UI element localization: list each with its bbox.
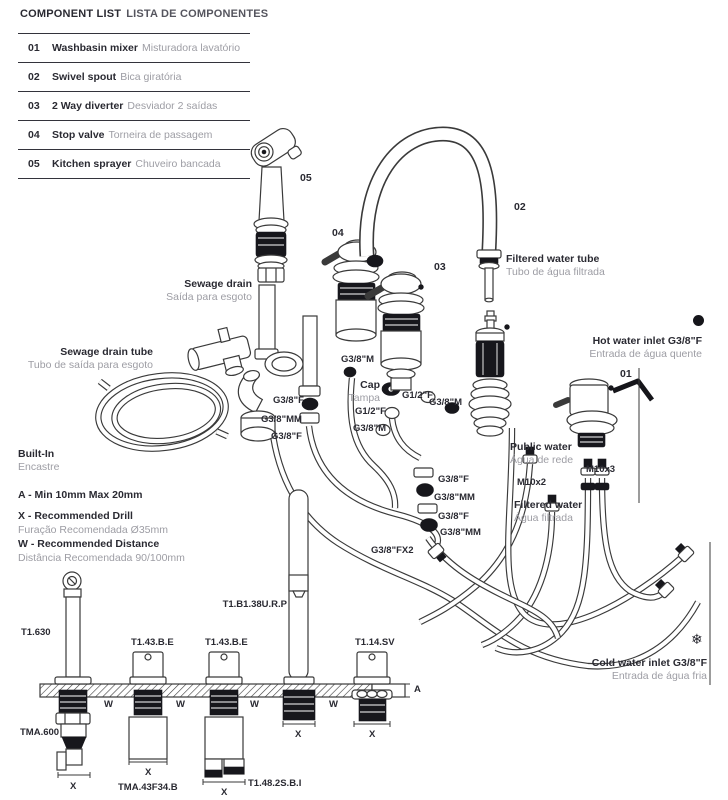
code-t143be: T1.43.B.E bbox=[205, 637, 248, 648]
sewage-drain-tube-drawing bbox=[94, 366, 230, 455]
note-x-pt: Furação Recomendada Ø35mm bbox=[18, 524, 168, 536]
code-t1482sbi: T1.48.2S.B.I bbox=[248, 778, 302, 789]
note-w-pt: Distância Recomendada 90/100mm bbox=[18, 552, 185, 564]
dim-x: X bbox=[221, 787, 228, 798]
code-tma600: TMA.600 bbox=[20, 727, 60, 738]
public-water-label: Public water Água de rede bbox=[510, 441, 574, 466]
mixer-install-drawing bbox=[352, 652, 392, 727]
fitting-g38mm: G3/8"MM bbox=[261, 414, 302, 425]
hot-water-inlet-label: Hot water inlet G3/8"F Entrada de água quente bbox=[589, 335, 702, 360]
dim-x: X bbox=[295, 729, 302, 740]
component-row: 01 Washbasin mixer Misturadora lavatório bbox=[18, 33, 250, 62]
note-w-en: W - Recommended Distance bbox=[18, 538, 160, 550]
dim-w: W bbox=[176, 699, 185, 710]
component-row: 02 Swivel spout Bica giratória bbox=[18, 62, 250, 91]
dim-x: X bbox=[369, 729, 376, 740]
callout-03: 03 bbox=[434, 261, 446, 273]
fitting-g38f: G3/8"F bbox=[438, 474, 469, 485]
fitting-g38fx2: G3/8"FX2 bbox=[371, 545, 414, 556]
fitting-m10x2: M10x2 bbox=[517, 477, 547, 488]
component-row: 05 Kitchen sprayer Chuveiro bancada bbox=[18, 149, 250, 178]
cap-label: Cap Tampa bbox=[348, 379, 380, 404]
code-t143be: T1.43.B.E bbox=[131, 637, 174, 648]
dim-w: W bbox=[250, 699, 259, 710]
filtered-water-label: Filtered water Água filtrada bbox=[514, 499, 583, 524]
page-title bbox=[20, 8, 268, 20]
fitting-g38f: G3/8"F bbox=[273, 395, 304, 406]
dim-a: A bbox=[414, 684, 421, 695]
code-tma43f34b: TMA.43F34.B bbox=[118, 782, 178, 793]
component-list-table bbox=[18, 33, 250, 179]
sewage-drain-label: Sewage drain Saída para esgoto bbox=[166, 278, 252, 303]
fitting-g38m: G3/8"M bbox=[353, 423, 387, 434]
fitting-g38m: G3/8"M bbox=[429, 397, 463, 408]
kitchen-sprayer-drawing bbox=[248, 125, 305, 359]
callout-02: 02 bbox=[514, 201, 526, 213]
code-t1630: T1.630 bbox=[21, 627, 51, 638]
title-pt: LISTA DE COMPONENTES bbox=[126, 8, 269, 20]
fitting-g12f: G1/2"F bbox=[402, 390, 433, 401]
note-x-en: X - Recommended Drill bbox=[18, 510, 133, 522]
fitting-g12f: G1/2"F bbox=[355, 406, 386, 417]
code-t1b138urp: T1.B1.38U.R.P bbox=[222, 599, 287, 610]
filtered-water-tube-label: Filtered water tube Tubo de água filtrada bbox=[506, 253, 605, 278]
title-en: COMPONENT LIST bbox=[20, 8, 122, 20]
dim-w: W bbox=[104, 699, 113, 710]
hot-sun-icon bbox=[693, 315, 704, 326]
fitting-g38f: G3/8"F bbox=[271, 431, 302, 442]
code-t114sv: T1.14.SV bbox=[355, 637, 395, 648]
spout-install-drawing bbox=[283, 490, 315, 727]
note-a: A - Min 10mm Max 20mm bbox=[18, 489, 143, 501]
cold-water-inlet-label: Cold water inlet G3/8"F Entrada de água fria bbox=[591, 657, 707, 682]
filter-cartridge-drawing bbox=[469, 311, 511, 436]
sewage-drain-tube-label: Sewage drain tube Tubo de saída para esgoto bbox=[27, 346, 153, 371]
fitting-g38mm: G3/8"MM bbox=[440, 527, 481, 538]
fitting-g38mm: G3/8"MM bbox=[434, 492, 475, 503]
valve-install-drawing bbox=[129, 652, 167, 765]
callout-01: 01 bbox=[620, 368, 632, 380]
callout-05: 05 bbox=[300, 172, 312, 184]
cold-snowflake-icon: ❄ bbox=[691, 631, 703, 647]
diverter-install-drawing bbox=[203, 652, 245, 785]
component-row: 03 2 Way diverter Desviador 2 saídas bbox=[18, 91, 250, 120]
callout-04: 04 bbox=[332, 227, 344, 239]
built-in-label: Built-In Encastre bbox=[18, 448, 60, 473]
dim-x: X bbox=[145, 767, 152, 778]
fitting-g38m: G3/8"M bbox=[341, 354, 375, 365]
component-row: 04 Stop valve Torneira de passagem bbox=[18, 120, 250, 149]
dim-x: X bbox=[70, 781, 77, 792]
dim-w: W bbox=[329, 699, 338, 710]
fitting-m10x3: M10x3 bbox=[586, 464, 616, 475]
fitting-g38f: G3/8"F bbox=[438, 511, 469, 522]
sprayer-install-drawing bbox=[55, 572, 91, 778]
washbasin-mixer-drawing bbox=[556, 379, 652, 447]
